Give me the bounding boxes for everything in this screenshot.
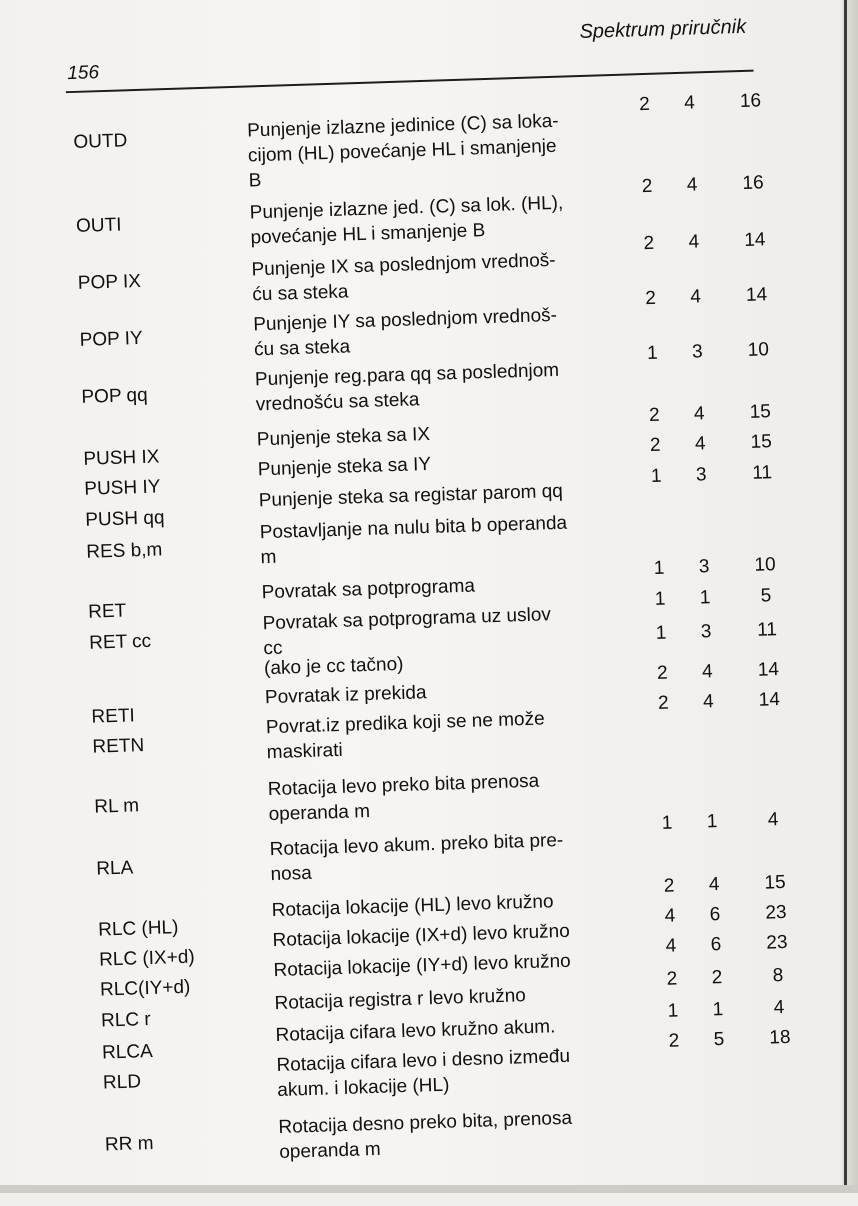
description-line: Rotacija cifara levo i desno između [276, 1045, 571, 1077]
states-value: 14 [745, 284, 768, 306]
bytes-value: 2 [663, 875, 675, 897]
description-line: m [260, 546, 277, 569]
description-line: cc [263, 637, 283, 660]
bytes-value: 2 [666, 968, 678, 990]
instruction-row-outd [0, 90, 842, 192]
description-line: Rotacija desno preko bita, prenosa [278, 1107, 573, 1139]
description-line: nosa [270, 862, 313, 886]
states-value: 11 [751, 462, 773, 484]
states-value: 15 [750, 431, 773, 453]
states-value: 23 [766, 931, 788, 954]
states-value: 14 [758, 689, 781, 711]
states-value: 18 [769, 1026, 791, 1049]
description-line: Punjenje IX sa poslednjom vrednoš- [251, 249, 556, 281]
cycles-value: 2 [711, 967, 723, 989]
description-line: Rotacija levo akum. preko bita pre- [269, 829, 564, 861]
bytes-value: 2 [638, 93, 651, 116]
cycles-value: 4 [683, 92, 696, 114]
mnemonic: PUSH qq [84, 507, 165, 531]
mnemonic: OUTI [75, 214, 122, 237]
bytes-value: 1 [661, 812, 673, 834]
mnemonic: RETI [91, 705, 136, 728]
cycles-value: 3 [691, 341, 703, 363]
mnemonic: POP qq [81, 384, 148, 408]
cycles-value-true: 3 [700, 621, 712, 643]
description-line: Rotacija cifara levo kružno akum. [275, 1016, 556, 1047]
mnemonic: RLC (IX+d) [98, 946, 195, 971]
cycles-value: 4 [701, 661, 714, 683]
cycles-value: 6 [709, 904, 721, 926]
description-line: Punjenje IY sa poslednjom vrednoš- [252, 304, 558, 336]
description-line: Punjenje izlazne jedinice (C) sa loka- [246, 110, 559, 142]
mnemonic: RLC (HL) [97, 917, 179, 941]
mnemonic: RLCA [101, 1040, 154, 1064]
description-line: maskirati [266, 739, 344, 764]
states-value: 16 [742, 172, 764, 194]
description-line: povećanje HL i smanjenje B [250, 220, 486, 249]
bytes-value: 2 [641, 175, 653, 198]
instruction-row-rl-m [6, 758, 858, 826]
mnemonic: PUSH IX [83, 446, 160, 470]
bytes-value: 4 [664, 905, 676, 927]
description-line: (ako je cc tačno) [263, 653, 404, 680]
cycles-value: 5 [713, 1028, 725, 1051]
cycles-value: 3 [695, 464, 707, 486]
bytes-value: 4 [665, 935, 677, 957]
mnemonic: RET cc [88, 630, 152, 654]
mnemonic: RR m [104, 1132, 154, 1156]
description-line: cijom (HL) povećanje HL i smanjenje [247, 135, 557, 167]
states-value: 10 [754, 554, 776, 576]
cycles-value: 1 [712, 998, 724, 1021]
bytes-value: 1 [650, 465, 662, 487]
description-line: Punjenje reg.para qq sa poslednjom [254, 359, 560, 391]
description-line: Rotacija lokacije (HL) levo kružno [271, 891, 554, 922]
bytes-value: 2 [645, 287, 657, 310]
mnemonic: POP IY [79, 327, 143, 351]
bytes-value: 2 [649, 434, 661, 457]
binding-line [844, 0, 847, 1193]
header-rule [66, 70, 754, 94]
states-value: 4 [767, 809, 779, 831]
states-value: 14 [743, 229, 766, 251]
states-value: 15 [764, 871, 786, 894]
states-value: 15 [749, 401, 772, 423]
mnemonic: RETN [92, 735, 145, 758]
cycles-value: 4 [686, 174, 698, 196]
bytes-value: 2 [656, 662, 669, 684]
bytes-value: 2 [648, 404, 660, 427]
description-line: Rotacija lokacije (IY+d) levo kružno [273, 950, 572, 982]
states-value: 5 [760, 585, 772, 607]
description-line: operanda m [268, 800, 371, 826]
states-value: 4 [773, 997, 785, 1019]
description-line: Punjenje steka sa registar parom qq [258, 480, 564, 512]
page-edge-bottom [0, 1185, 858, 1193]
cycles-value: 4 [702, 691, 714, 713]
states-value: 8 [772, 965, 784, 987]
states-value: 23 [765, 901, 787, 924]
description-line: Rotacija lokacije (IX+d) levo kružno [272, 920, 571, 952]
description-line: Povrat.iz predika koji se ne može [265, 708, 545, 739]
bytes-value: 1 [667, 1000, 679, 1022]
mnemonic: OUTD [73, 130, 128, 153]
description-line: Punjenje izlazne jed. (C) sa lok. (HL), [249, 192, 564, 224]
states-value: 16 [739, 90, 762, 113]
bytes-value: 2 [668, 1030, 680, 1052]
description-line: Punjenje steka sa IX [256, 423, 431, 451]
description-line: Povratak sa potprograma uz uslov [262, 604, 552, 635]
mnemonic: RL m [94, 795, 140, 818]
states-value-true: 11 [756, 619, 778, 641]
mnemonic: RLC r [100, 1008, 151, 1032]
mnemonic: RLD [102, 1071, 142, 1094]
states-value: 14 [757, 659, 780, 681]
mnemonic: RLA [95, 857, 134, 880]
mnemonic: PUSH IY [84, 476, 161, 500]
book-title: Spektrum priručnik [579, 15, 747, 44]
cycles-value: 4 [708, 874, 720, 896]
page-edge-right [842, 0, 858, 1193]
description-line: ću sa steka [252, 281, 349, 306]
description-line: Povratak sa potprograma [261, 575, 476, 604]
description-line: operanda m [278, 1138, 381, 1164]
mnemonic: POP IX [77, 270, 142, 294]
bytes-value: 1 [653, 557, 665, 579]
cycles-value: 6 [710, 934, 722, 956]
description-line: B [248, 170, 262, 192]
page-number: 156 [66, 62, 100, 85]
instruction-row-rr-m [16, 1096, 858, 1164]
cycles-value: 4 [689, 286, 702, 308]
cycles-value: 4 [693, 403, 705, 425]
cycles-value: 1 [706, 811, 718, 833]
mnemonic: RET [87, 600, 127, 623]
description-line: ću sa steka [253, 336, 351, 361]
bytes-value-true: 1 [655, 622, 667, 644]
mnemonic: RLC(IY+d) [99, 976, 191, 1001]
bytes-value: 1 [654, 588, 666, 610]
cycles-value: 4 [688, 231, 700, 253]
cycles-value: 4 [694, 433, 706, 455]
description-line: Povratak iz prekida [264, 682, 427, 709]
bytes-value: 2 [643, 232, 655, 255]
mnemonic: RES b,m [86, 539, 163, 563]
bytes-value: 1 [646, 342, 658, 365]
description-line: Rotacija levo preko bita prenosa [267, 770, 540, 801]
cycles-value: 3 [698, 556, 710, 578]
description-line: vrednošću sa steka [255, 389, 420, 416]
bytes-value: 2 [657, 692, 669, 714]
cycles-value: 1 [699, 587, 711, 609]
description-line: akum. i lokacije (HL) [277, 1074, 450, 1102]
description-line: Rotacija registra r levo kružno [274, 985, 527, 1015]
states-value: 10 [747, 339, 770, 361]
description-line: Postavljanje na nulu bita b operanda [259, 512, 568, 544]
description-line: Punjenje steka sa IY [257, 453, 432, 481]
